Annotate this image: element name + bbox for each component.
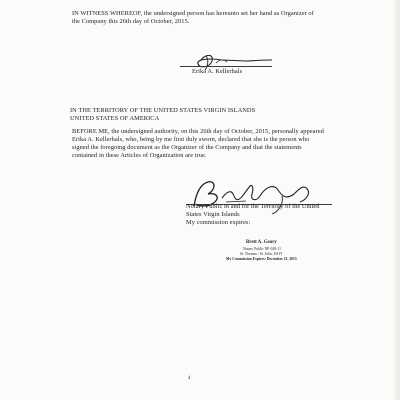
acknowledgment-line-3: signed the foregoing document as the Organizer of the Company and that the statements xyxy=(72,144,302,151)
witness-line-1: IN WITNESS WHEREOF, the undersigned person has hereunto set her hand as Organizer of xyxy=(72,10,314,17)
venue-territory: IN THE TERRITORY OF THE UNITED STATES VIRGIN ISLANDS xyxy=(70,107,256,114)
scan-edge xyxy=(394,0,400,400)
notary-title-line-2: States Virgin Islands xyxy=(186,211,240,218)
notary-signature xyxy=(186,176,336,216)
witness-line-2: the Company this 26th day of October, 2015. xyxy=(72,18,190,25)
stamp-location: St. Thomas / St. John, USVI xyxy=(240,252,283,256)
stamp-expiration: My Commission Expires: December 21, 2015 xyxy=(226,257,297,261)
notary-commission-line: My commission expires: xyxy=(186,219,251,226)
organizer-name: Erika A. Kellerhals xyxy=(192,68,243,75)
venue-country: UNITED STATES OF AMERICA xyxy=(70,115,160,122)
organizer-signature-line xyxy=(180,66,272,67)
acknowledgment-line-4: contained in these Articles of Organization are true. xyxy=(72,152,207,159)
stamp-commission-number: Notary Public NP-028-11 xyxy=(243,247,281,251)
acknowledgment-line-1: BEFORE ME, the undersigned authority, on this 26th day of October, 2015, personally appeared xyxy=(72,128,324,135)
notary-title-line-1: Notary Public in and for the Territory of the United xyxy=(186,203,320,210)
stamp-name: Brett A. Geary xyxy=(246,240,277,245)
acknowledgment-line-2: Erika A. Kellerhals, who, being by me first duly sworn, declared that she is the person who xyxy=(72,136,310,143)
page-number: 4 xyxy=(188,376,191,381)
